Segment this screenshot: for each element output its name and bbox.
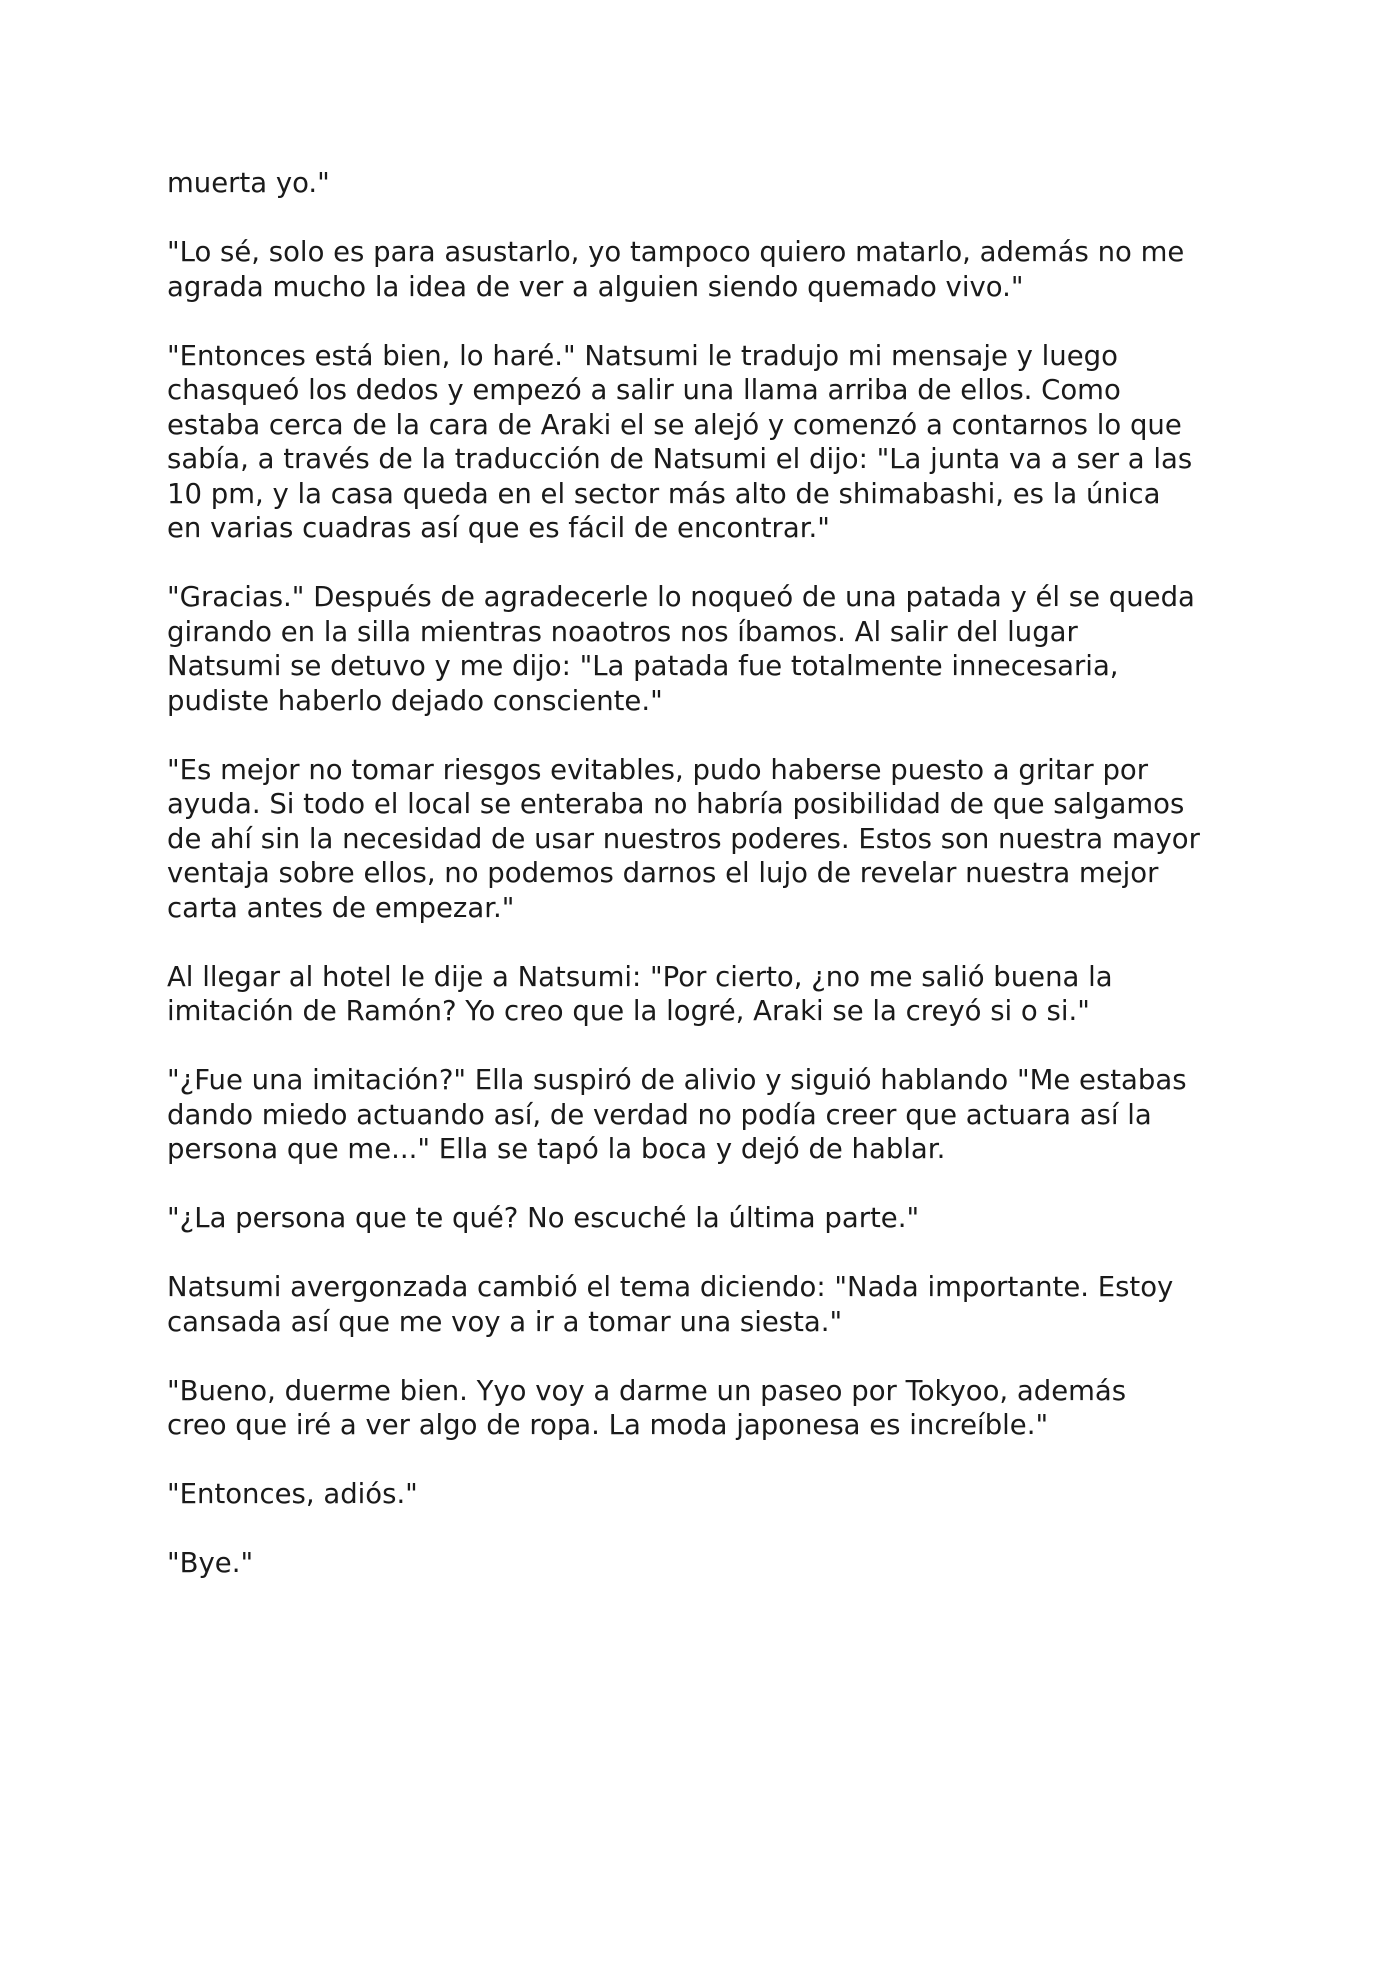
text-line: "Lo sé, solo es para asustarlo, yo tampoco quiero matarlo, además no me xyxy=(167,236,1185,268)
paragraph xyxy=(167,166,1247,201)
paragraph xyxy=(167,960,1247,1029)
text-line: creo que iré a ver algo de ropa. La moda japonesa es increíble." xyxy=(167,1409,1049,1441)
text-line: en varias cuadras así que es fácil de encontrar." xyxy=(167,512,830,544)
paragraph xyxy=(167,1270,1247,1339)
paragraph xyxy=(167,753,1247,926)
text-line: "Entonces está bien, lo haré." Natsumi le tradujo mi mensaje y luego xyxy=(167,339,1118,372)
text-line: carta antes de empezar." xyxy=(167,891,515,924)
text-line: "Gracias." Después de agradecerle lo noqueó de una patada y él se queda xyxy=(167,581,1195,613)
text-line: dando miedo actuando así, de verdad no podía creer que actuara así la xyxy=(167,1098,1152,1131)
text-line: imitación de Ramón? Yo creo que la logré, Araki se la creyó si o si." xyxy=(167,995,1090,1027)
paragraph xyxy=(167,1374,1247,1443)
paragraph xyxy=(167,1546,1247,1581)
body-text xyxy=(167,166,1247,1615)
text-line: chasqueó los dedos y empezó a salir una llama arriba de ellos. Como xyxy=(167,374,1121,406)
text-line: pudiste haberlo dejado consciente." xyxy=(167,684,663,717)
text-line: "Bye." xyxy=(167,1547,254,1579)
text-line: Natsumi se detuvo y me dijo: "La patada fue totalmente innecesaria, xyxy=(167,650,1119,682)
text-line: girando en la silla mientras noaotros nos íbamos. Al salir del lugar xyxy=(167,615,1078,648)
text-line: muerta yo." xyxy=(167,167,330,199)
text-line: ayuda. Si todo el local se enteraba no habría posibilidad de que salgamos xyxy=(167,788,1185,820)
paragraph xyxy=(167,1063,1247,1167)
paragraph xyxy=(167,235,1247,304)
text-line: "¿La persona que te qué? No escuché la última parte." xyxy=(167,1202,920,1234)
text-line: "Bueno, duerme bien. Yyo voy a darme un paseo por Tokyoo, además xyxy=(167,1374,1127,1407)
text-line: "Es mejor no tomar riesgos evitables, pudo haberse puesto a gritar por xyxy=(167,753,1149,786)
text-line: agrada mucho la idea de ver a alguien siendo quemado vivo." xyxy=(167,270,1024,303)
paragraph xyxy=(167,1477,1247,1512)
text-line: 10 pm, y la casa queda en el sector más alto de shimabashi, es la única xyxy=(167,477,1161,510)
text-line: ventaja sobre ellos, no podemos darnos el lujo de revelar nuestra mejor xyxy=(167,857,1159,889)
text-line: persona que me..." Ella se tapó la boca y dejó de hablar. xyxy=(167,1133,946,1165)
text-line: sabía, a través de la traducción de Natsumi el dijo: "La junta va a ser a las xyxy=(167,443,1193,475)
text-line: "Entonces, adiós." xyxy=(167,1478,418,1510)
text-line: "¿Fue una imitación?" Ella suspiró de alivio y siguió hablando "Me estabas xyxy=(167,1064,1187,1096)
text-line: de ahí sin la necesidad de usar nuestros poderes. Estos son nuestra mayor xyxy=(167,822,1200,855)
text-line: Al llegar al hotel le dije a Natsumi: "Por cierto, ¿no me salió buena la xyxy=(167,960,1113,993)
text-line: Natsumi avergonzada cambió el tema diciendo: "Nada importante. Estoy xyxy=(167,1271,1174,1303)
paragraph xyxy=(167,1201,1247,1236)
paragraph xyxy=(167,339,1247,546)
text-line: cansada así que me voy a ir a tomar una siesta." xyxy=(167,1305,843,1338)
text-line: estaba cerca de la cara de Araki el se alejó y comenzó a contarnos lo que xyxy=(167,408,1182,441)
paragraph xyxy=(167,580,1247,718)
